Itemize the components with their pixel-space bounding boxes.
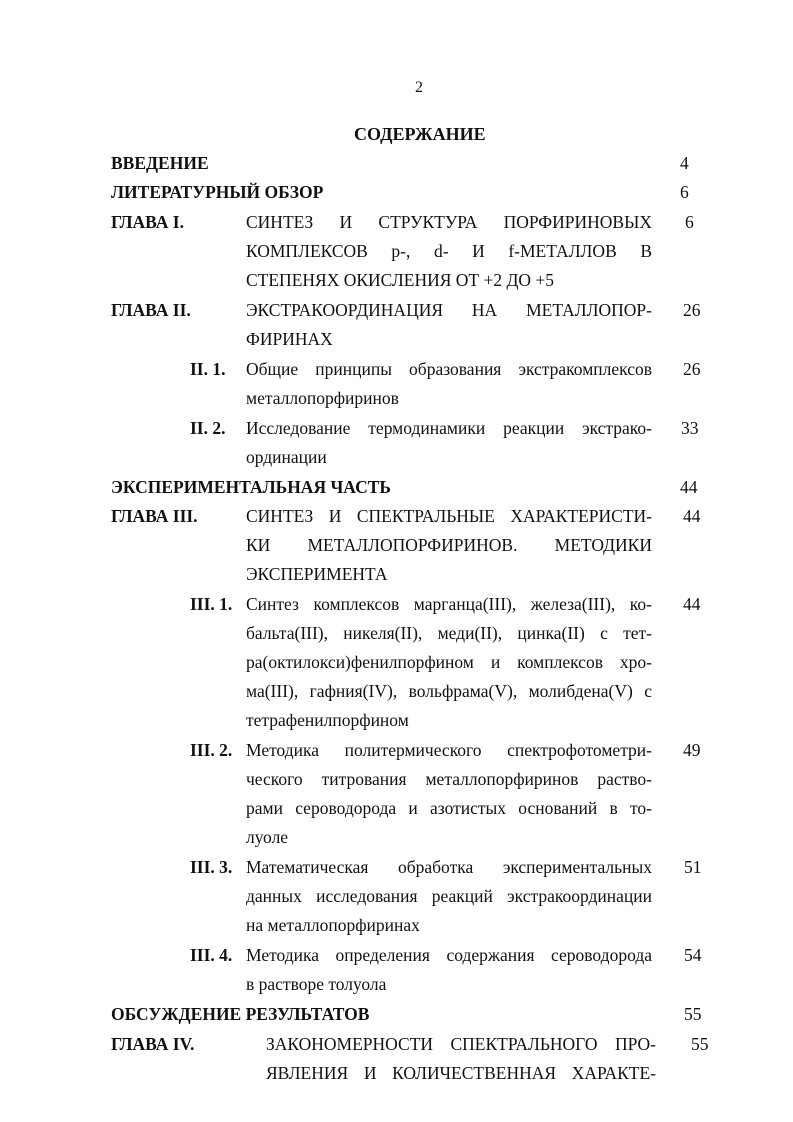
- toc-entry-page: 54: [684, 945, 702, 965]
- chapter-label: ГЛАВА III.: [111, 506, 198, 526]
- toc-entry-text: тетрафенилпорфином: [246, 710, 409, 730]
- toc-entry-text: рами сероводорода и азотистых оснований в то-: [246, 798, 652, 818]
- toc-entry-page: 55: [684, 1004, 702, 1024]
- section-label: III. 2.: [190, 740, 233, 760]
- chapter-label: ГЛАВА II.: [111, 300, 191, 320]
- toc-entry-text: ческого титрования металлопорфиринов раство-: [246, 769, 652, 789]
- toc-entry-page: 55: [691, 1034, 709, 1054]
- chapter-label: ГЛАВА I.: [111, 212, 184, 232]
- toc-entry-text: ЭКСПЕРИМЕНТА: [246, 564, 388, 584]
- toc-entry-text: Математическая обработка экспериментальных: [246, 857, 652, 877]
- toc-entry-page: 4: [680, 153, 689, 173]
- toc-entry-page: 26: [683, 300, 701, 320]
- toc-entry-page: 33: [681, 418, 699, 438]
- toc-entry-label: ЛИТЕРАТУРНЫЙ ОБЗОР: [111, 182, 324, 202]
- toc-entry-label: ВВЕДЕНИЕ: [111, 153, 209, 173]
- toc-entry-text: Исследование термодинамики реакции экстрако-: [246, 418, 652, 438]
- toc-entry-page: 44: [683, 594, 701, 614]
- toc-entry-label: ЭКСПЕРИМЕНТАЛЬНАЯ ЧАСТЬ: [111, 477, 391, 497]
- toc-entry-text: бальта(III), никеля(II), меди(II), цинка(II) с тет-: [246, 623, 652, 643]
- toc-entry-page: 51: [684, 857, 702, 877]
- toc-entry-page: 44: [683, 506, 701, 526]
- toc-entry-text: на металлопорфиринах: [246, 915, 420, 935]
- section-label: II. 2.: [190, 418, 226, 438]
- toc-entry-text: ма(III), гафния(IV), вольфрама(V), молибдена(V) с: [246, 681, 652, 701]
- page-number: 2: [415, 79, 423, 96]
- toc-entry-page: 6: [680, 182, 689, 202]
- section-label: II. 1.: [190, 359, 226, 379]
- toc-entry-text: ФИРИНАХ: [246, 329, 333, 349]
- toc-entry-text: ЗАКОНОМЕРНОСТИ СПЕКТРАЛЬНОГО ПРО-: [266, 1034, 656, 1054]
- toc-entry-page: 44: [680, 477, 698, 497]
- chapter-label: ГЛАВА IV.: [111, 1034, 195, 1054]
- toc-entry-text: КОМПЛЕКСОВ р-, d- И f-МЕТАЛЛОВ В: [246, 241, 652, 261]
- toc-entry-text: Методика определения содержания сероводорода: [246, 945, 652, 965]
- toc-entry-text: Методика политермического спектрофотометри-: [246, 740, 652, 760]
- toc-entry-text: ЭКСТРАКООРДИНАЦИЯ НА МЕТАЛЛОПОР-: [246, 300, 652, 320]
- toc-entry-text: СИНТЕЗ И СТРУКТУРА ПОРФИРИНОВЫХ: [246, 212, 652, 232]
- toc-entry-page: 6: [685, 212, 694, 232]
- toc-entry-text: КИ МЕТАЛЛОПОРФИРИНОВ. МЕТОДИКИ: [246, 535, 652, 555]
- section-label: III. 4.: [190, 945, 233, 965]
- toc-entry-text: данных исследования реакций экстракоординации: [246, 886, 652, 906]
- toc-entry-text: СТЕПЕНЯХ ОКИСЛЕНИЯ ОТ +2 ДО +5: [246, 270, 555, 290]
- toc-entry-label: ОБСУЖДЕНИЕ РЕЗУЛЬТАТОВ: [111, 1004, 370, 1024]
- toc-entry-text: в растворе толуола: [246, 974, 387, 994]
- toc-title: СОДЕРЖАНИЕ: [354, 124, 486, 144]
- toc-entry-text: ординации: [246, 447, 327, 467]
- toc-entry-text: Синтез комплексов марганца(III), железа(III), ко-: [246, 594, 652, 614]
- toc-entry-text: СИНТЕЗ И СПЕКТРАЛЬНЫЕ ХАРАКТЕРИСТИ-: [246, 506, 652, 526]
- section-label: III. 1.: [190, 594, 233, 614]
- section-label: III. 3.: [190, 857, 233, 877]
- toc-entry-page: 49: [683, 740, 701, 760]
- toc-entry-text: металлопорфиринов: [246, 388, 399, 408]
- toc-entry-text: Общие принципы образования экстракомплексов: [246, 359, 652, 379]
- toc-entry-text: луоле: [246, 827, 289, 847]
- toc-entry-page: 26: [683, 359, 701, 379]
- toc-entry-text: ра(октилокси)фенилпорфином и комплексов хро-: [246, 652, 652, 672]
- toc-entry-text: ЯВЛЕНИЯ И КОЛИЧЕСТВЕННАЯ ХАРАКТЕ-: [266, 1063, 656, 1083]
